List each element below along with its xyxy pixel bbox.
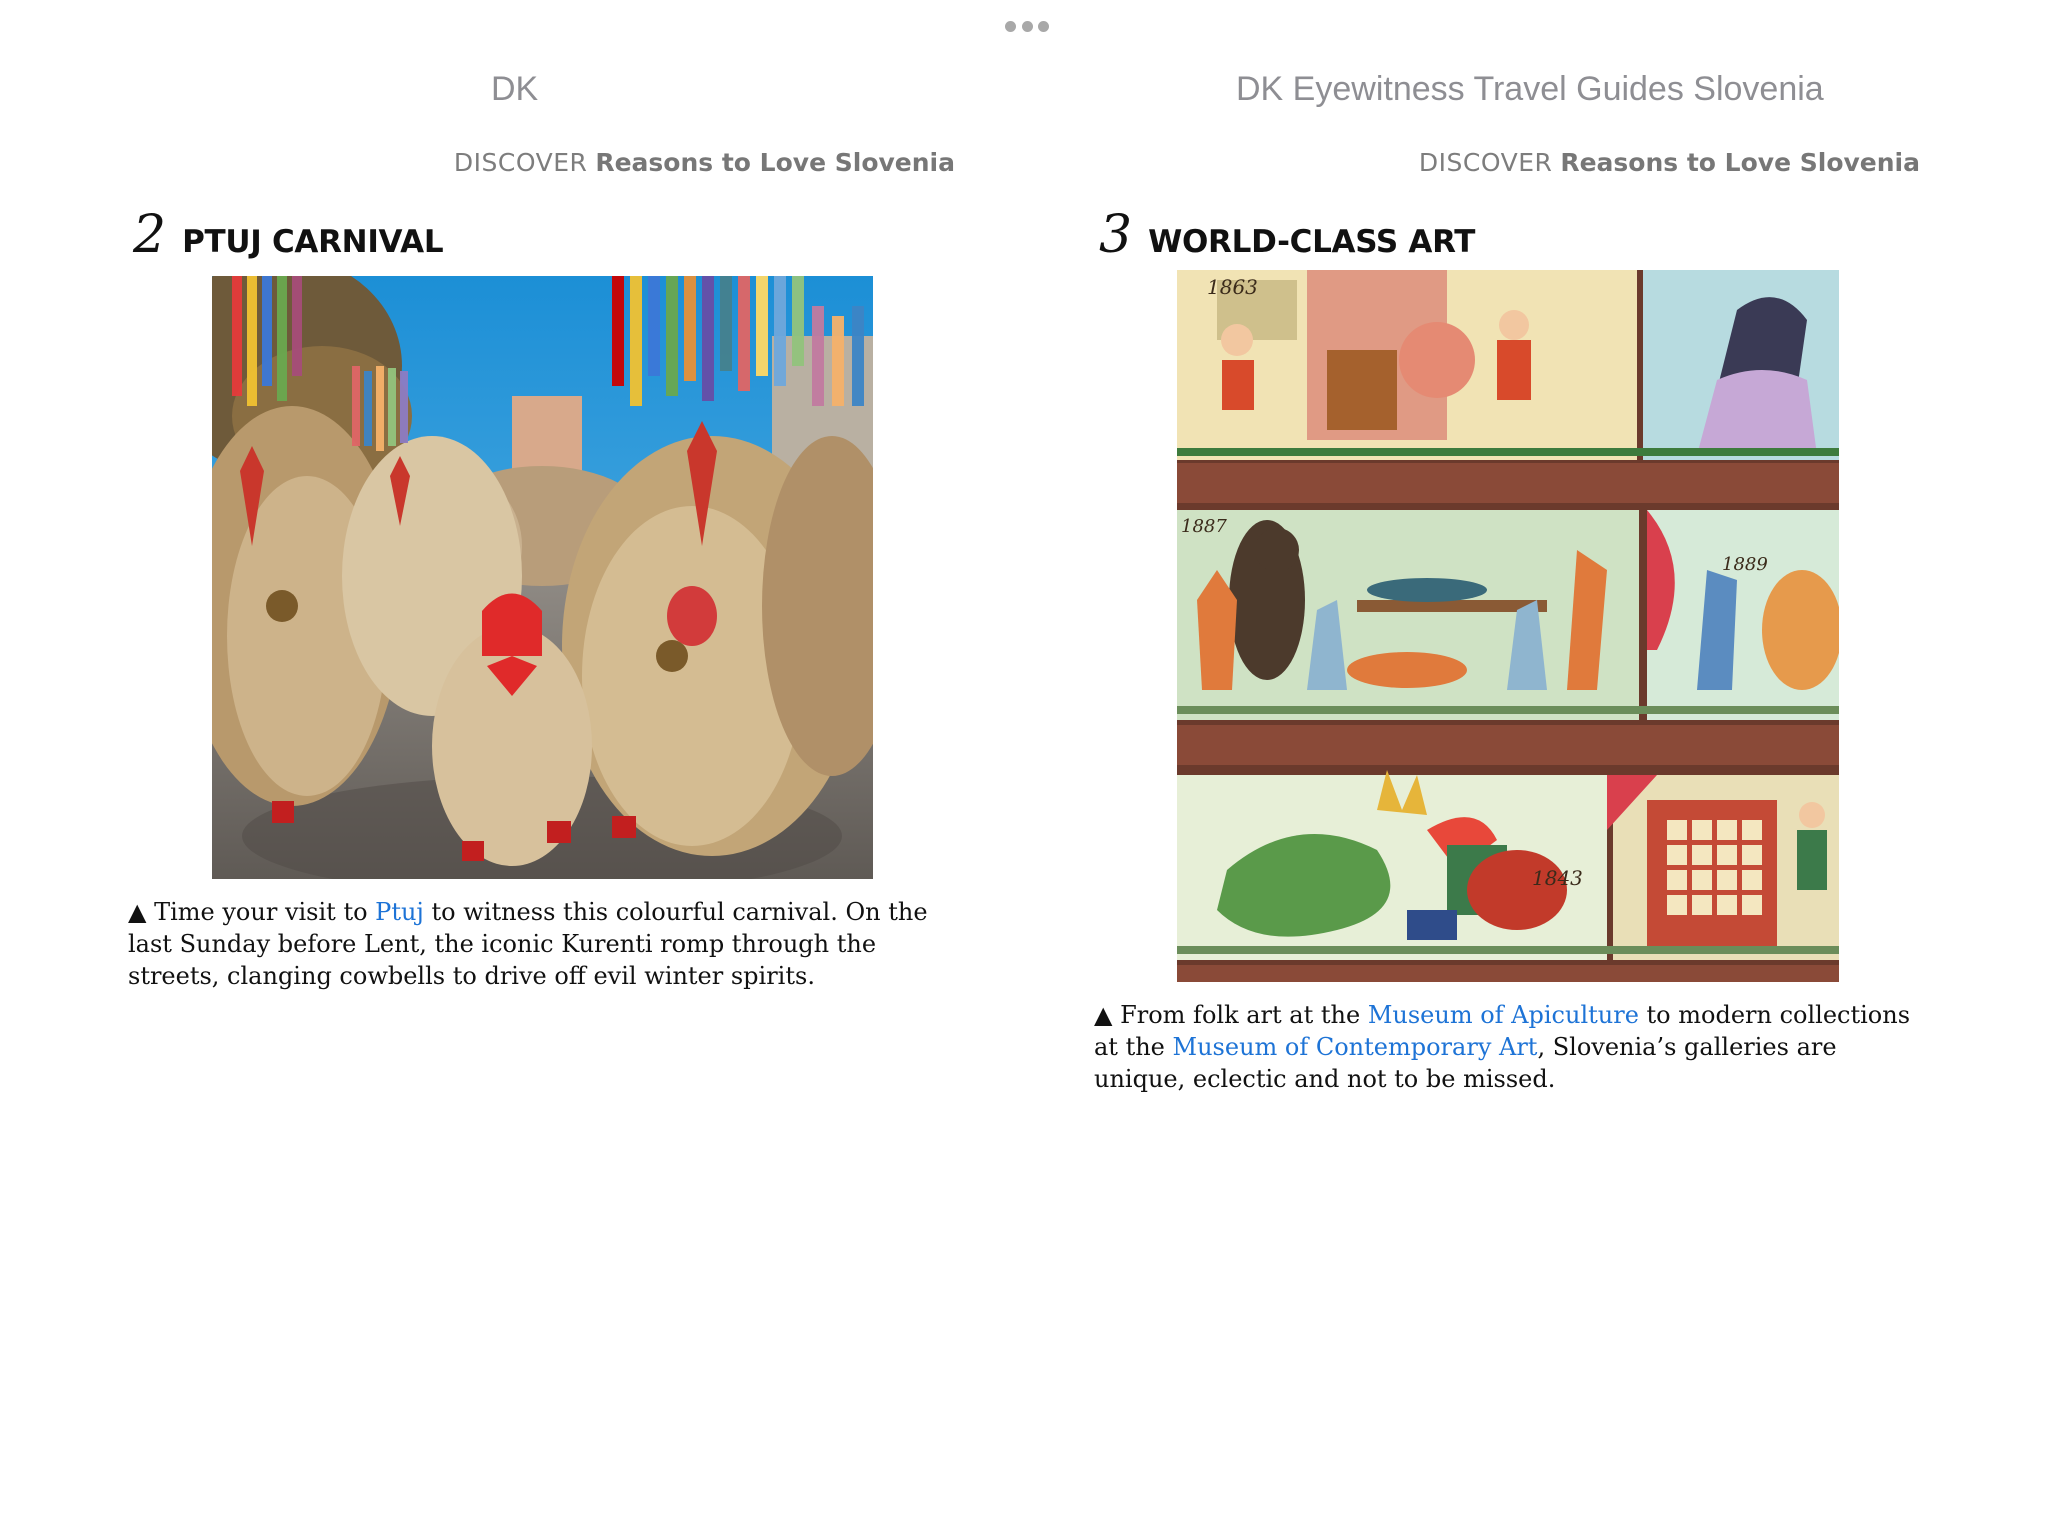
caption-text: Time your visit to xyxy=(146,898,376,926)
panel-date: 1889 xyxy=(1722,554,1768,575)
caption-marker: ▲ xyxy=(128,898,147,926)
right-section-heading xyxy=(1099,205,1475,265)
running-head-kicker: DISCOVER xyxy=(1418,148,1553,177)
right-caption xyxy=(1094,999,1924,1095)
dot xyxy=(1005,21,1016,32)
panel-date: 1863 xyxy=(1207,275,1258,299)
running-head-kicker: DISCOVER xyxy=(453,148,588,177)
caption-text: to witness this colourful carnival. On the last Sunday before Lent, the iconic Kurenti romp through the streets, clanging cowbells to drive off evil winter spirits. xyxy=(128,898,928,990)
link-museum-of-contemporary-art[interactable]: Museum of Contemporary Art xyxy=(1172,1033,1538,1061)
panel-date: 1887 xyxy=(1181,516,1227,537)
ptuj-carnival-photo[interactable] xyxy=(212,276,873,879)
ellipsis-icon[interactable] xyxy=(1005,19,1049,33)
left-page-book-title: DK xyxy=(491,70,539,108)
caption-text: to modern collections at the xyxy=(1094,1001,1911,1061)
section-number: 2 xyxy=(133,205,167,265)
left-caption xyxy=(128,896,943,992)
section-number: 3 xyxy=(1099,205,1133,265)
left-running-head xyxy=(454,148,955,177)
right-running-head xyxy=(1419,148,1920,177)
dot xyxy=(1038,21,1049,32)
right-page-book-title: DK Eyewitness Travel Guides Slovenia xyxy=(1236,70,1824,108)
link-museum-of-apiculture[interactable]: Museum of Apiculture xyxy=(1367,1001,1639,1029)
caption-marker: ▲ xyxy=(1094,1001,1113,1029)
link-ptuj[interactable]: Ptuj xyxy=(375,898,424,926)
dot xyxy=(1022,21,1033,32)
left-section-heading xyxy=(133,205,443,265)
running-head-section: Reasons to Love Slovenia xyxy=(1560,148,1920,177)
caption-text: , Slovenia’s galleries are unique, eclectic and not to be missed. xyxy=(1094,1033,1837,1093)
beehive-panels-illustration xyxy=(1177,270,1839,982)
carnival-illustration xyxy=(212,276,873,879)
running-head-section: Reasons to Love Slovenia xyxy=(595,148,955,177)
caption-text: From folk art at the xyxy=(1112,1001,1368,1029)
panel-date: 1843 xyxy=(1532,866,1583,890)
section-title: WORLD-CLASS ART xyxy=(1148,224,1476,260)
painted-beehive-panels-photo[interactable] xyxy=(1177,270,1839,982)
section-title: PTUJ CARNIVAL xyxy=(182,224,444,260)
